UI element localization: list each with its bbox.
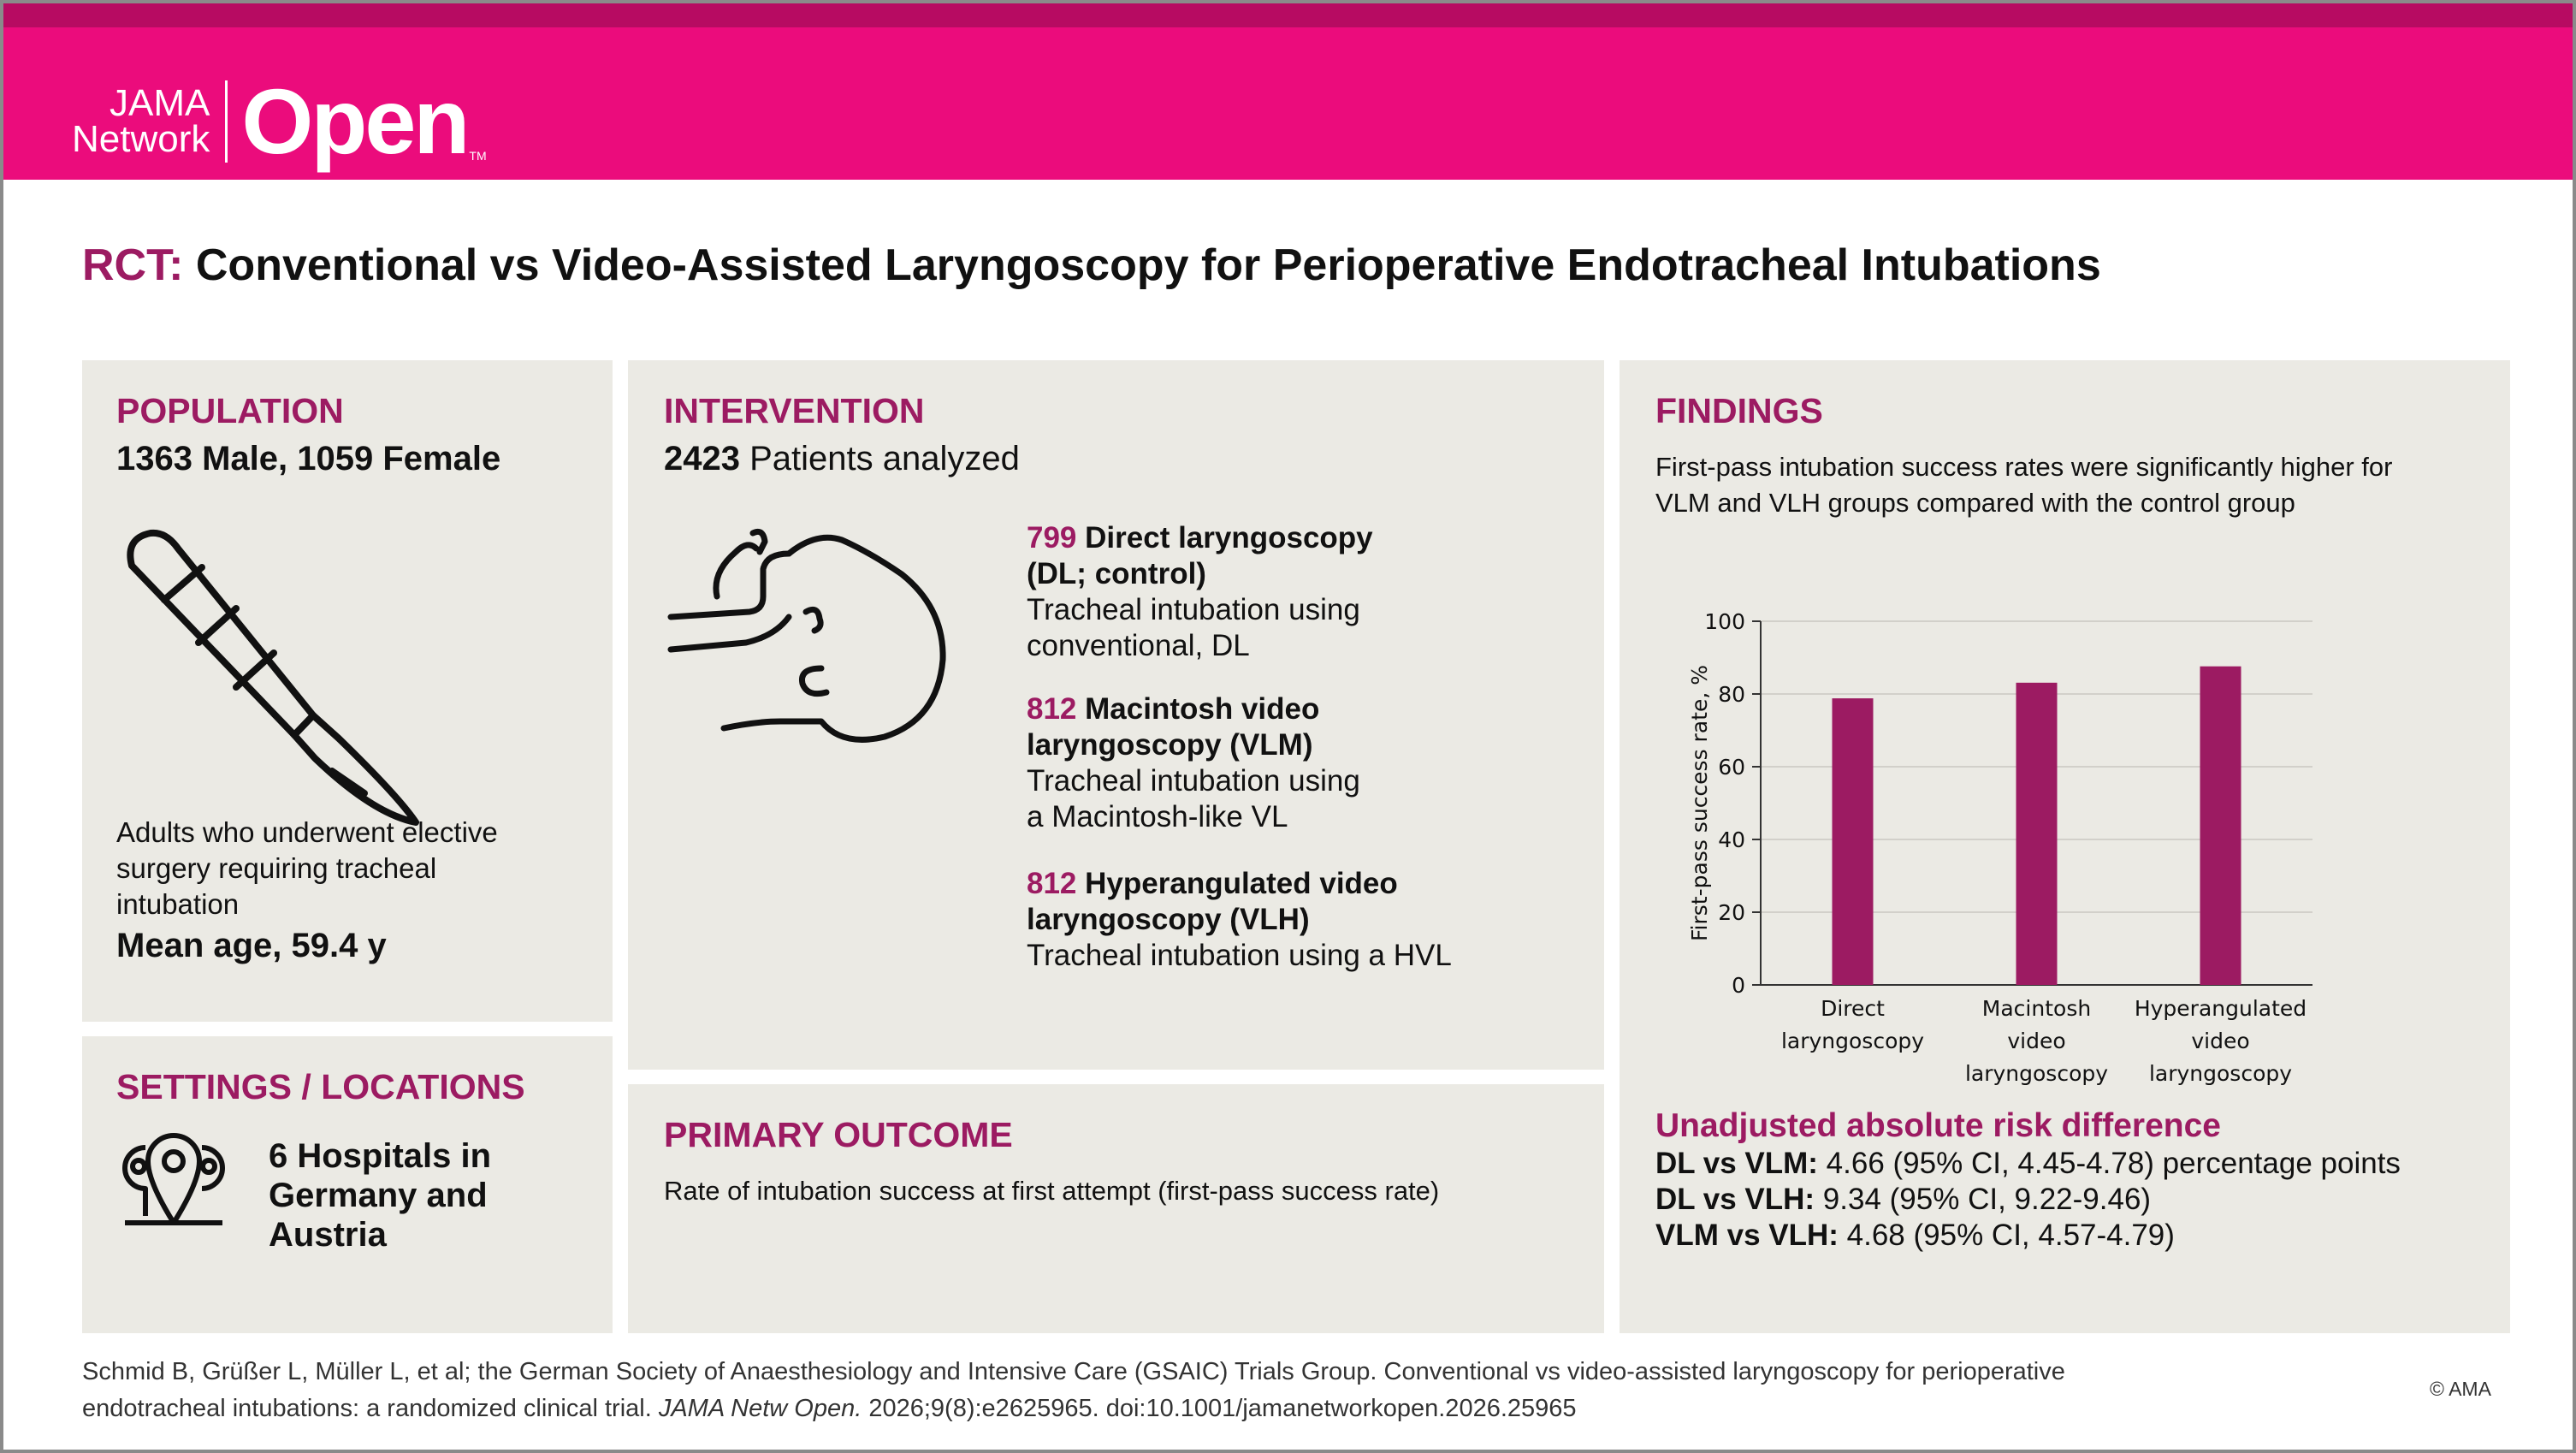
group-dl-name-cont: (DL; control) (1027, 557, 1206, 590)
jama-network-open-logo[interactable] (72, 69, 487, 173)
y-tick-label: 100 (1704, 609, 1745, 634)
settings-location (269, 1136, 491, 1254)
group-vlh-name: Hyperangulated video (1085, 867, 1398, 900)
x-tick-label: video (2007, 1029, 2066, 1053)
logo-divider (225, 80, 228, 163)
risk-dl-vlm-value: 4.66 (95% CI, 4.45-4.78) percentage points (1826, 1147, 2401, 1180)
map-pins-icon (116, 1130, 232, 1229)
group-vlm-name-cont: laryngoscopy (VLM) (1027, 728, 1313, 762)
risk-dl-vlh-label: DL vs VLH: (1655, 1183, 1815, 1216)
findings-summary-line-1: First-pass intubation success rates were significantly higher for (1655, 452, 2393, 482)
bar-chart (1620, 557, 2510, 1086)
citation-doi: 2026;9(8):e2625965. doi:10.1001/jamanetworkopen.2026.25965 (868, 1395, 1577, 1422)
group-vlm (1027, 691, 1360, 835)
risk-dl-vlh-value: 9.34 (95% CI, 9.22-9.46) (1822, 1183, 2152, 1216)
page-title (82, 240, 2101, 291)
settings-line-1: 6 Hospitals in (269, 1137, 492, 1175)
settings-panel (82, 1036, 613, 1333)
group-vlh-count: 812 (1027, 867, 1077, 900)
x-tick-label: Macintosh (1981, 996, 2092, 1021)
x-tick-label: laryngoscopy (1780, 1029, 1925, 1053)
group-dl-desc-cont: conventional, DL (1027, 629, 1250, 662)
scalpel-icon (116, 514, 493, 822)
y-tick-label: 40 (1718, 827, 1745, 852)
risk-vlm-vlh-value: 4.68 (95% CI, 4.57-4.79) (1846, 1219, 2175, 1252)
citation-journal: JAMA Netw Open. (658, 1395, 862, 1422)
patients-analyzed-label: Patients analyzed (749, 440, 1020, 477)
group-vlh (1027, 866, 1452, 974)
settings-line-2: Germany and (269, 1177, 488, 1214)
logo-trademark: TM (469, 149, 487, 163)
population-panel (82, 360, 613, 1022)
group-dl-name: Direct laryngoscopy (1085, 521, 1373, 555)
group-dl (1027, 520, 1373, 664)
risk-vlm-vlh (1655, 1218, 2494, 1254)
settings-line-3: Austria (269, 1216, 387, 1254)
header-bar (3, 3, 2573, 180)
population-counts: 1363 Male, 1059 Female (116, 440, 501, 477)
group-dl-desc: Tracheal intubation using (1027, 593, 1360, 626)
group-vlm-count: 812 (1027, 692, 1077, 726)
y-axis-label: First-pass success rate, % (1687, 665, 1712, 941)
group-vlm-desc-cont: a Macintosh-like VL (1027, 800, 1288, 833)
x-tick-label: laryngoscopy (2148, 1061, 2293, 1086)
bar (2200, 667, 2241, 985)
bar (1833, 698, 1874, 985)
patients-analyzed (664, 441, 1020, 477)
x-tick-label: Direct (1821, 996, 1885, 1021)
y-tick-label: 0 (1732, 973, 1745, 998)
x-tick-label: video (2191, 1029, 2250, 1053)
citation-line-2 (82, 1391, 2065, 1427)
y-tick-label: 80 (1718, 682, 1745, 707)
risk-dl-vlm (1655, 1146, 2494, 1182)
outcome-panel (628, 1084, 1604, 1333)
findings-summary-line-2: VLM and VLH groups compared with the control group (1655, 488, 2295, 518)
logo-jama: JAMA (110, 82, 210, 124)
citation (82, 1354, 2065, 1427)
intervention-heading: INTERVENTION (664, 391, 925, 430)
group-dl-count: 799 (1027, 521, 1077, 555)
risk-vlm-vlh-label: VLM vs VLH: (1655, 1219, 1839, 1252)
patient-head-icon (671, 523, 962, 754)
group-vlm-name: Macintosh video (1085, 692, 1320, 726)
intervention-panel (628, 360, 1604, 1070)
copyright: © AMA (2430, 1378, 2491, 1400)
citation-line-1: Schmid B, Grüßer L, Müller L, et al; the German Society of Anaesthesiology and Intensive Care (GSAIC) Trials Group. Conventional vs video-assisted laryngoscopy for perioperative (82, 1358, 2065, 1385)
population-mean-age: Mean age, 59.4 y (116, 927, 387, 964)
findings-summary (1655, 449, 2494, 521)
logo-open: Open (241, 69, 468, 173)
y-tick-label: 60 (1718, 755, 1745, 780)
group-vlh-name-cont: laryngoscopy (VLH) (1027, 903, 1310, 936)
logo-network: Network (72, 118, 210, 160)
group-vlh-desc: Tracheal intubation using a HVL (1027, 939, 1452, 972)
findings-heading: FINDINGS (1655, 391, 1823, 430)
risk-difference (1655, 1108, 2494, 1254)
population-description: Adults who underwent elective surgery requiring tracheal intubation (116, 816, 498, 920)
outcome-text: Rate of intubation success at first attempt (first-pass success rate) (664, 1176, 1440, 1206)
logo-wordmark-small (72, 82, 210, 160)
settings-heading: SETTINGS / LOCATIONS (116, 1067, 525, 1106)
risk-dl-vlh (1655, 1182, 2494, 1218)
risk-dl-vlm-label: DL vs VLM: (1655, 1147, 1818, 1180)
bar (2016, 683, 2058, 985)
group-vlm-desc: Tracheal intubation using (1027, 764, 1360, 798)
y-tick-label: 20 (1718, 900, 1745, 925)
risk-heading: Unadjusted absolute risk difference (1655, 1107, 2222, 1144)
population-heading: POPULATION (116, 391, 344, 430)
x-tick-label: laryngoscopy (1964, 1061, 2109, 1086)
findings-panel (1620, 360, 2510, 1333)
title-main: Conventional vs Video-Assisted Laryngoscopy for Perioperative Endotracheal Intubations (195, 240, 2101, 290)
title-prefix: RCT: (82, 240, 184, 290)
x-tick-label: Hyperangulated (2134, 996, 2307, 1021)
patients-analyzed-count: 2423 (664, 440, 740, 477)
outcome-heading: PRIMARY OUTCOME (664, 1115, 1013, 1154)
citation-title-end: endotracheal intubations: a randomized clinical trial. (82, 1395, 652, 1422)
